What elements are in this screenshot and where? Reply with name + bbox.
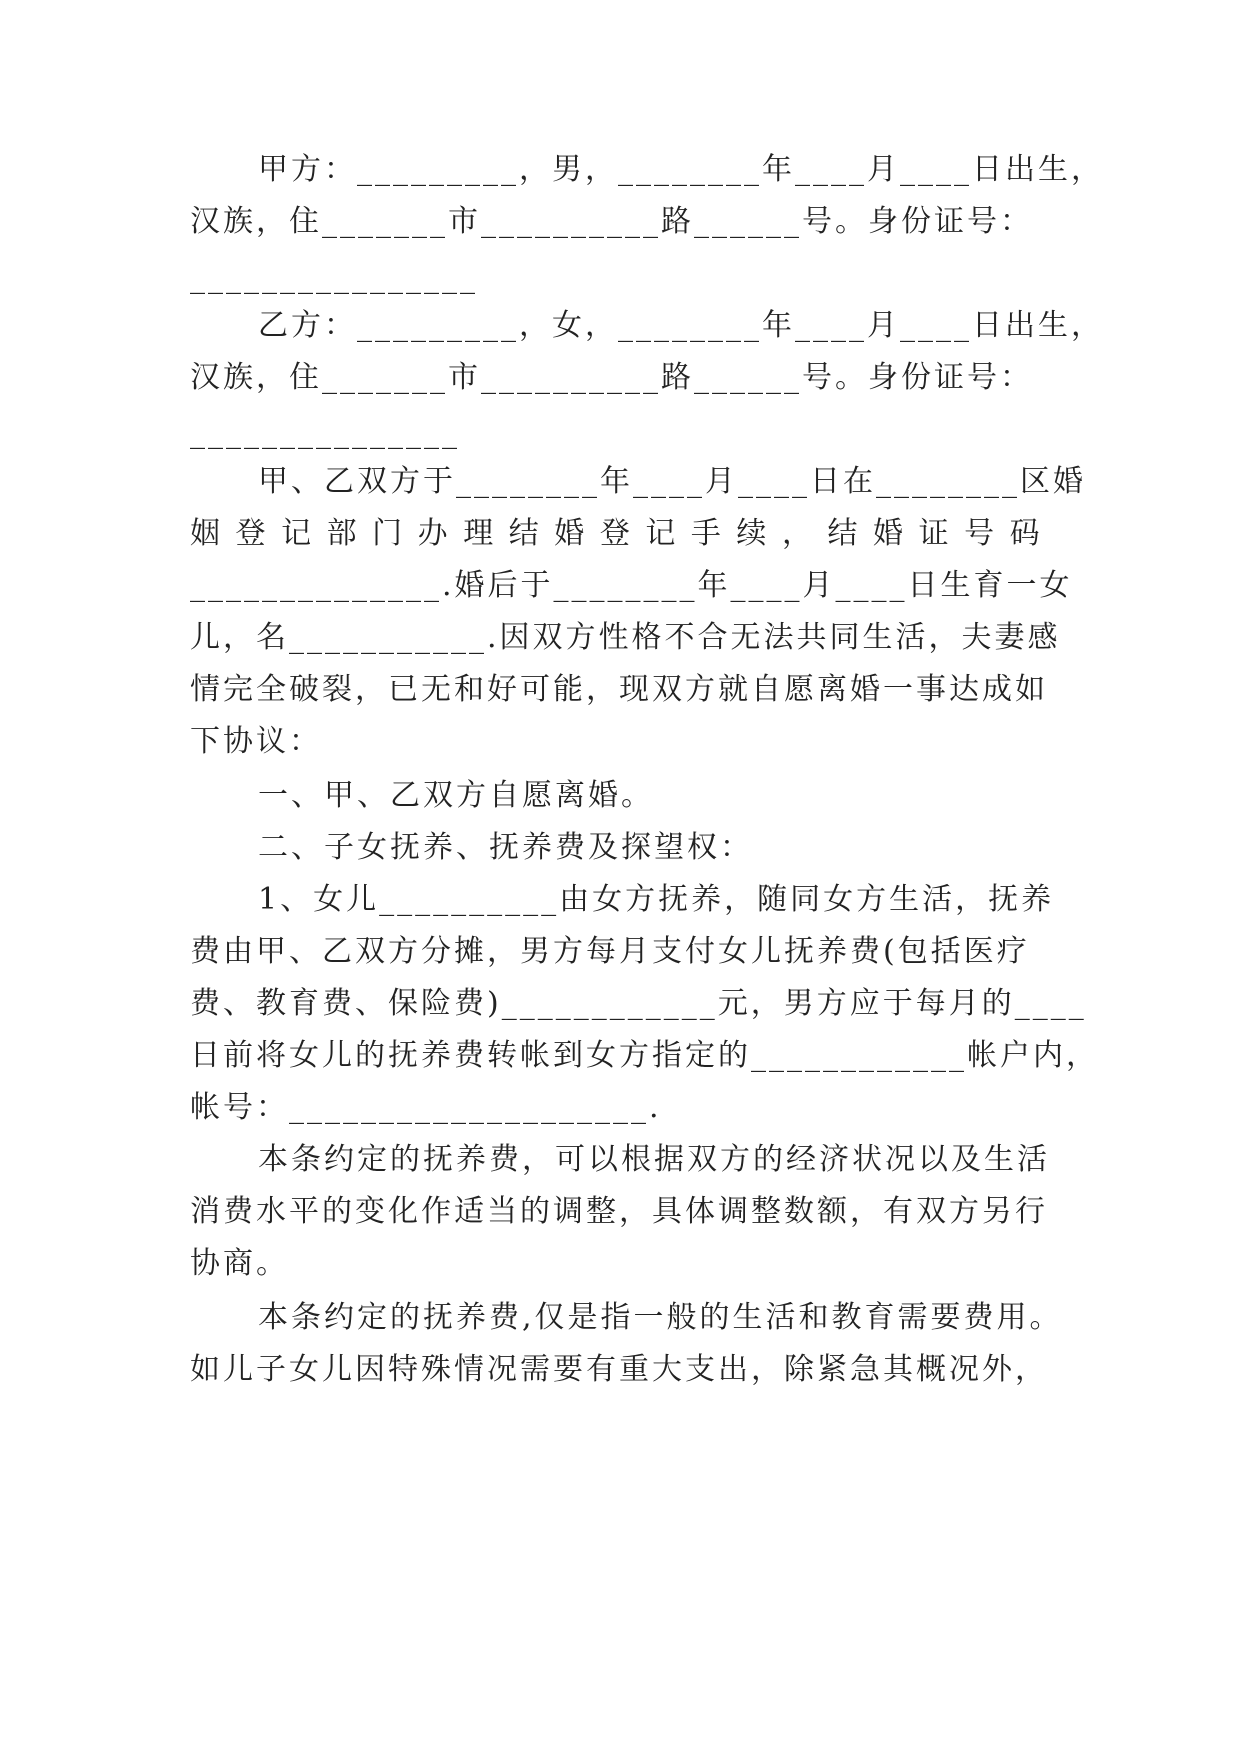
- adjustment-paragraph-line-1: 本条约定的抚养费，可以根据双方的经济状况以及生活: [258, 1142, 1050, 1177]
- marriage-paragraph-line-6: 下协议：: [190, 724, 322, 759]
- party-a-line-2: 汉族，住_______市__________路______号。身份证号：: [190, 204, 1033, 239]
- clause-two-item-1-line-3: 费、教育费、保险费)____________元，男方应于每月的____: [190, 986, 1087, 1021]
- marriage-paragraph-line-4: 儿，名___________.因双方性格不合无法共同生活，夫妻感: [190, 620, 1061, 655]
- clause-two-heading: 二、子女抚养、抚养费及探望权：: [258, 830, 753, 865]
- marriage-paragraph-line-5: 情完全破裂，已无和好可能，现双方就自愿离婚一事达成如: [190, 672, 1048, 707]
- adjustment-paragraph-line-2: 消费水平的变化作适当的调整，具体调整数额，有双方另行: [190, 1194, 1048, 1229]
- clause-one: 一、甲、乙双方自愿离婚。: [258, 778, 654, 813]
- clause-two-item-1-line-1: 1、女儿__________由女方抚养，随同女方生活，抚养: [258, 882, 1055, 917]
- party-b-line-1: 乙方：_________，女，________年____月____日出生，: [258, 308, 1104, 343]
- party-b-id-blank: _______________: [190, 415, 460, 450]
- party-b-line-2: 汉族，住_______市__________路______号。身份证号：: [190, 360, 1033, 395]
- clause-two-item-1-line-2: 费由甲、乙双方分摊，男方每月支付女儿抚养费(包括医疗: [190, 934, 1030, 969]
- scope-paragraph-line-2: 如儿子女儿因特殊情况需要有重大支出，除紧急其概况外，: [190, 1352, 1048, 1387]
- marriage-paragraph-line-1: 甲、乙双方于________年____月____日在________区婚: [258, 464, 1086, 499]
- scope-paragraph-line-1: 本条约定的抚养费,仅是指一般的生活和教育需要费用。: [258, 1300, 1063, 1335]
- adjustment-paragraph-line-3: 协商。: [190, 1246, 289, 1281]
- clause-two-item-1-line-4: 日前将女儿的抚养费转帐到女方指定的____________帐户内，: [190, 1038, 1099, 1073]
- clause-two-item-1-line-5: 帐号：____________________.: [190, 1090, 662, 1125]
- marriage-paragraph-line-3: ______________.婚后于________年____月____日生育一女: [190, 568, 1073, 603]
- party-a-id-blank: ________________: [190, 260, 478, 295]
- marriage-paragraph-line-2: 姻 登 记 部 门 办 理 结 婚 登 记 手 续 ， 结 婚 证 号 码: [190, 516, 1043, 551]
- party-a-line-1: 甲方：_________，男，________年____月____日出生，: [258, 152, 1104, 187]
